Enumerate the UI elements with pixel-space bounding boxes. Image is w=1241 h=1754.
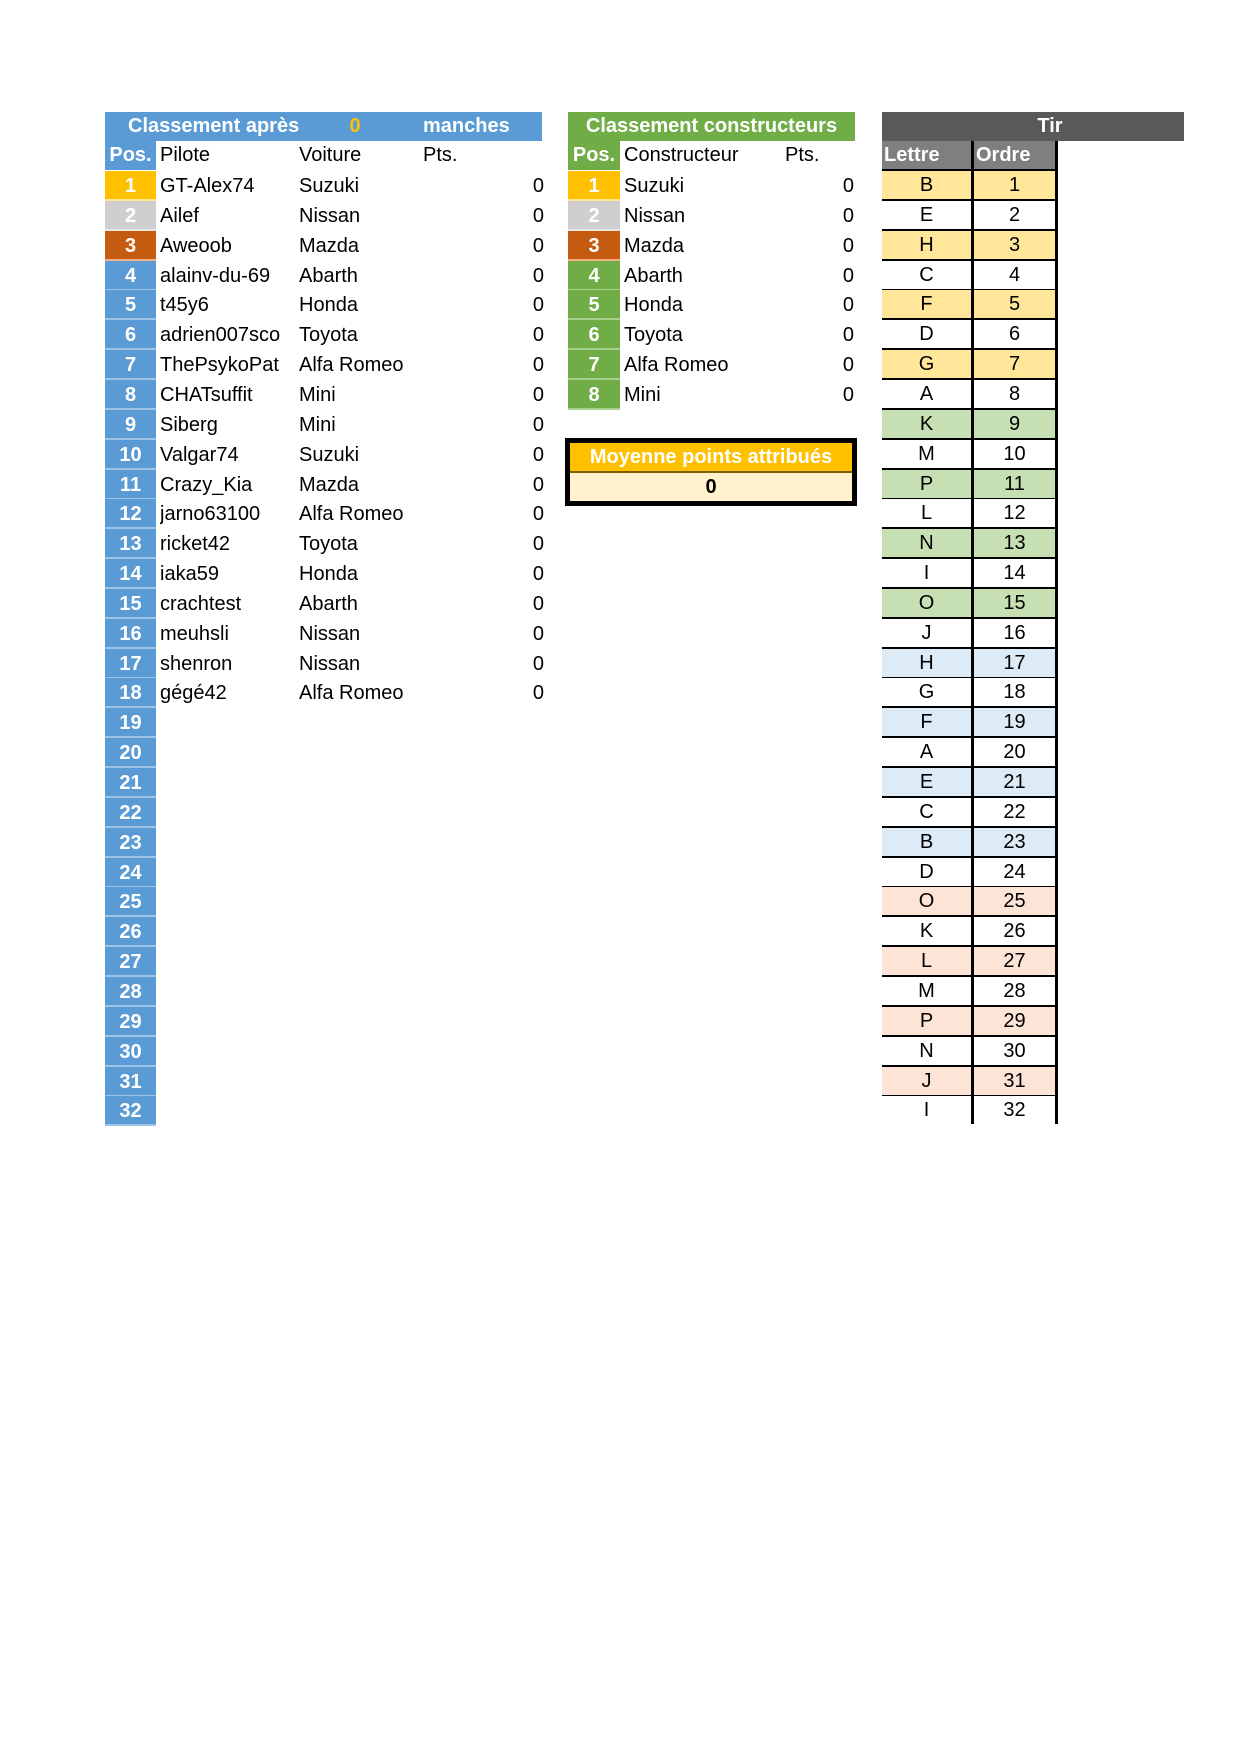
draw-letter: F xyxy=(882,290,974,318)
driver-name: CHATsuffit xyxy=(160,384,253,406)
draw-order: 10 xyxy=(974,440,1058,468)
driver-car: Nissan xyxy=(299,205,361,227)
constructor-position: 7 xyxy=(568,350,620,380)
driver-name xyxy=(160,738,295,768)
draw-row xyxy=(882,470,1058,500)
draw-order: 26 xyxy=(974,917,1058,945)
draw-row xyxy=(882,1096,1058,1126)
draw-row xyxy=(882,350,1058,380)
driver-points xyxy=(480,977,544,1007)
draw-row xyxy=(882,798,1058,828)
draw-order: 21 xyxy=(974,768,1058,796)
drivers-table-title: Classement après xyxy=(128,115,300,137)
draw-order: 1 xyxy=(974,171,1058,199)
driver-name xyxy=(160,828,295,858)
draw-letter: N xyxy=(882,1037,974,1065)
driver-points: 0 xyxy=(532,682,544,704)
draw-row xyxy=(882,559,1058,589)
draw-order: 8 xyxy=(974,380,1058,408)
driver-points xyxy=(480,738,544,768)
draw-letter: O xyxy=(882,887,974,915)
driver-name: jarno63100 xyxy=(160,503,261,525)
draw-letter: D xyxy=(882,858,974,886)
driver-points: 0 xyxy=(532,444,544,466)
constructor-name: Alfa Romeo xyxy=(624,354,729,376)
driver-points xyxy=(480,1037,544,1067)
driver-car: Mini xyxy=(299,384,336,406)
draw-order: 15 xyxy=(974,589,1058,617)
driver-position: 12 xyxy=(105,499,156,529)
driver-position: 13 xyxy=(105,529,156,559)
draw-letter: I xyxy=(882,559,974,587)
draw-order: 4 xyxy=(974,261,1058,289)
draw-row xyxy=(882,529,1058,559)
driver-points: 0 xyxy=(532,593,544,615)
driver-car: Abarth xyxy=(299,593,358,615)
draw-order: 20 xyxy=(974,738,1058,766)
driver-name: meuhsli xyxy=(160,623,229,645)
driver-car xyxy=(299,887,419,917)
draw-letter: J xyxy=(882,1067,974,1095)
constructor-name: Nissan xyxy=(624,205,686,227)
driver-points xyxy=(480,828,544,858)
header-constructor: Constructeur xyxy=(624,144,739,166)
driver-position: 2 xyxy=(105,201,156,231)
driver-points xyxy=(480,708,544,738)
driver-points xyxy=(480,798,544,828)
draw-order: 11 xyxy=(974,470,1058,498)
constructor-name: Abarth xyxy=(624,265,683,287)
driver-points xyxy=(480,768,544,798)
driver-name: gégé42 xyxy=(160,682,227,704)
draw-order: 23 xyxy=(974,828,1058,856)
driver-position: 17 xyxy=(105,649,156,679)
constructor-position: 4 xyxy=(568,261,620,291)
constructors-table-title: Classement constructeurs xyxy=(568,112,855,141)
driver-name: Siberg xyxy=(160,414,218,436)
constructor-points: 0 xyxy=(842,324,854,346)
driver-points xyxy=(480,1067,544,1097)
draw-row xyxy=(882,320,1058,350)
draw-letter: P xyxy=(882,1007,974,1035)
driver-points: 0 xyxy=(532,474,544,496)
draw-row xyxy=(882,708,1058,738)
driver-car xyxy=(299,828,419,858)
driver-name xyxy=(160,887,295,917)
average-points-title: Moyenne points attribués xyxy=(570,443,852,473)
constructor-points: 0 xyxy=(842,175,854,197)
draw-row xyxy=(882,231,1058,261)
header-pos: Pos. xyxy=(105,141,156,170)
draw-row xyxy=(882,201,1058,231)
driver-name: Ailef xyxy=(160,205,199,227)
driver-car xyxy=(299,798,419,828)
driver-points xyxy=(480,917,544,947)
draw-row xyxy=(882,290,1058,320)
header-order: Ordre xyxy=(974,141,1058,171)
header-letter: Lettre xyxy=(882,141,974,171)
draw-row xyxy=(882,917,1058,947)
average-points-box xyxy=(565,438,857,506)
constructor-points: 0 xyxy=(842,265,854,287)
draw-order: 32 xyxy=(974,1096,1058,1124)
driver-points xyxy=(480,887,544,917)
driver-car: Honda xyxy=(299,563,358,585)
draw-order: 13 xyxy=(974,529,1058,557)
draw-row xyxy=(882,380,1058,410)
driver-position: 19 xyxy=(105,708,156,738)
driver-name: adrien007sco xyxy=(160,324,281,346)
draw-row xyxy=(882,738,1058,768)
draw-row xyxy=(882,440,1058,470)
draw-letter: B xyxy=(882,171,974,199)
draw-letter: E xyxy=(882,768,974,796)
driver-points: 0 xyxy=(532,324,544,346)
draw-letter: I xyxy=(882,1096,974,1124)
driver-points: 0 xyxy=(532,175,544,197)
driver-points: 0 xyxy=(532,653,544,675)
driver-name xyxy=(160,917,295,947)
draw-order: 24 xyxy=(974,858,1058,886)
driver-car xyxy=(299,1037,419,1067)
driver-name: ThePsykoPat xyxy=(160,354,279,376)
driver-name: shenron xyxy=(160,653,233,675)
draw-row xyxy=(882,947,1058,977)
draw-letter: G xyxy=(882,350,974,378)
driver-points xyxy=(480,1096,544,1126)
driver-position: 4 xyxy=(105,261,156,291)
draw-row xyxy=(882,410,1058,440)
draw-order: 17 xyxy=(974,649,1058,677)
driver-car xyxy=(299,858,419,888)
draw-table-title: Tir xyxy=(1037,115,1063,137)
draw-letter: H xyxy=(882,649,974,677)
driver-points: 0 xyxy=(532,294,544,316)
driver-name xyxy=(160,1037,295,1067)
draw-letter: F xyxy=(882,708,974,736)
driver-points: 0 xyxy=(532,563,544,585)
average-points-value: 0 xyxy=(705,476,717,498)
draw-letter: A xyxy=(882,380,974,408)
draw-row xyxy=(882,1037,1058,1067)
driver-points: 0 xyxy=(532,623,544,645)
driver-position: 10 xyxy=(105,440,156,470)
driver-car: Alfa Romeo xyxy=(299,682,404,704)
draw-letter: C xyxy=(882,798,974,826)
draw-letter: A xyxy=(882,738,974,766)
constructor-name: Honda xyxy=(624,294,683,316)
driver-points: 0 xyxy=(532,354,544,376)
rounds-count: 0 xyxy=(349,115,361,137)
draw-row xyxy=(882,858,1058,888)
draw-order: 5 xyxy=(974,290,1058,318)
driver-position: 7 xyxy=(105,350,156,380)
draw-order: 12 xyxy=(974,499,1058,527)
constructor-name: Suzuki xyxy=(624,175,685,197)
constructor-position: 8 xyxy=(568,380,620,410)
driver-name xyxy=(160,977,295,1007)
draw-letter: B xyxy=(882,828,974,856)
header-pilot: Pilote xyxy=(160,144,211,166)
draw-order: 14 xyxy=(974,559,1058,587)
driver-name: Valgar74 xyxy=(160,444,239,466)
driver-car: Nissan xyxy=(299,653,361,675)
driver-car xyxy=(299,738,419,768)
driver-name xyxy=(160,1007,295,1037)
driver-position: 28 xyxy=(105,977,156,1007)
driver-name xyxy=(160,798,295,828)
driver-position: 16 xyxy=(105,619,156,649)
driver-points: 0 xyxy=(532,503,544,525)
driver-position: 5 xyxy=(105,290,156,320)
draw-row xyxy=(882,261,1058,291)
driver-car xyxy=(299,917,419,947)
driver-name: ricket42 xyxy=(160,533,231,555)
draw-letter: J xyxy=(882,619,974,647)
constructor-position: 2 xyxy=(568,201,620,231)
draw-row xyxy=(882,499,1058,529)
driver-name xyxy=(160,858,295,888)
driver-name: t45y6 xyxy=(160,294,209,316)
draw-order: 18 xyxy=(974,678,1058,706)
draw-order: 27 xyxy=(974,947,1058,975)
rounds-label: manches xyxy=(423,115,510,137)
constructor-points: 0 xyxy=(842,384,854,406)
driver-car: Abarth xyxy=(299,265,358,287)
driver-car: Alfa Romeo xyxy=(299,503,404,525)
driver-position: 24 xyxy=(105,858,156,888)
driver-position: 32 xyxy=(105,1096,156,1126)
driver-car: Toyota xyxy=(299,324,358,346)
draw-order: 31 xyxy=(974,1067,1058,1095)
driver-position: 6 xyxy=(105,320,156,350)
driver-name: Crazy_Kia xyxy=(160,474,253,496)
draw-order: 25 xyxy=(974,887,1058,915)
driver-position: 15 xyxy=(105,589,156,619)
draw-order: 9 xyxy=(974,410,1058,438)
driver-name xyxy=(160,947,295,977)
draw-letter: O xyxy=(882,589,974,617)
constructor-points: 0 xyxy=(842,294,854,316)
driver-car xyxy=(299,1007,419,1037)
draw-letter: N xyxy=(882,529,974,557)
draw-letter: K xyxy=(882,917,974,945)
driver-car: Nissan xyxy=(299,623,361,645)
driver-name: iaka59 xyxy=(160,563,219,585)
driver-position: 8 xyxy=(105,380,156,410)
draw-order: 30 xyxy=(974,1037,1058,1065)
draw-letter: H xyxy=(882,231,974,259)
draw-letter: P xyxy=(882,470,974,498)
driver-position: 25 xyxy=(105,887,156,917)
draw-letter: G xyxy=(882,678,974,706)
draw-order: 16 xyxy=(974,619,1058,647)
driver-car xyxy=(299,1096,419,1126)
driver-car: Mazda xyxy=(299,474,360,496)
draw-order: 3 xyxy=(974,231,1058,259)
constructor-position: 5 xyxy=(568,290,620,320)
draw-letter: L xyxy=(882,947,974,975)
driver-car xyxy=(299,977,419,1007)
driver-car xyxy=(299,768,419,798)
driver-points: 0 xyxy=(532,205,544,227)
constructor-points: 0 xyxy=(842,205,854,227)
driver-position: 22 xyxy=(105,798,156,828)
driver-position: 23 xyxy=(105,828,156,858)
draw-letter: K xyxy=(882,410,974,438)
driver-points: 0 xyxy=(532,235,544,257)
constructor-points: 0 xyxy=(842,354,854,376)
driver-points: 0 xyxy=(532,533,544,555)
draw-letter: E xyxy=(882,201,974,229)
draw-row xyxy=(882,977,1058,1007)
driver-name: GT-Alex74 xyxy=(160,175,255,197)
header-pts: Pts. xyxy=(785,144,820,166)
draw-order: 28 xyxy=(974,977,1058,1005)
driver-position: 20 xyxy=(105,738,156,768)
driver-car xyxy=(299,1067,419,1097)
driver-points: 0 xyxy=(532,265,544,287)
driver-points xyxy=(480,1007,544,1037)
draw-row xyxy=(882,171,1058,201)
driver-name xyxy=(160,768,295,798)
driver-car: Suzuki xyxy=(299,444,360,466)
driver-position: 21 xyxy=(105,768,156,798)
driver-points xyxy=(480,858,544,888)
constructor-name: Toyota xyxy=(624,324,683,346)
draw-letter: L xyxy=(882,499,974,527)
driver-name xyxy=(160,1067,295,1097)
driver-position: 9 xyxy=(105,410,156,440)
driver-position: 11 xyxy=(105,470,156,500)
driver-car: Mini xyxy=(299,414,336,436)
constructor-position: 1 xyxy=(568,171,620,201)
constructor-position: 3 xyxy=(568,231,620,261)
driver-car: Suzuki xyxy=(299,175,360,197)
header-pos: Pos. xyxy=(568,141,620,170)
draw-row xyxy=(882,1067,1058,1097)
driver-car: Alfa Romeo xyxy=(299,354,404,376)
header-car: Voiture xyxy=(299,144,362,166)
driver-car xyxy=(299,708,419,738)
driver-car: Toyota xyxy=(299,533,358,555)
constructor-name: Mazda xyxy=(624,235,685,257)
draw-row xyxy=(882,887,1058,917)
driver-position: 18 xyxy=(105,678,156,708)
constructor-position: 6 xyxy=(568,320,620,350)
driver-car: Mazda xyxy=(299,235,360,257)
driver-points xyxy=(480,947,544,977)
driver-position: 1 xyxy=(105,171,156,201)
draw-letter: C xyxy=(882,261,974,289)
driver-car xyxy=(299,947,419,977)
draw-row xyxy=(882,649,1058,679)
constructor-name: Mini xyxy=(624,384,661,406)
driver-name xyxy=(160,1096,295,1126)
draw-letter: D xyxy=(882,320,974,348)
driver-position: 31 xyxy=(105,1067,156,1097)
driver-name: alainv-du-69 xyxy=(160,265,271,287)
driver-points: 0 xyxy=(532,414,544,436)
driver-name: Aweoob xyxy=(160,235,232,257)
draw-letter: M xyxy=(882,977,974,1005)
draw-row xyxy=(882,1007,1058,1037)
driver-position: 27 xyxy=(105,947,156,977)
driver-position: 14 xyxy=(105,559,156,589)
draw-order: 2 xyxy=(974,201,1058,229)
driver-position: 26 xyxy=(105,917,156,947)
constructor-points: 0 xyxy=(842,235,854,257)
header-pts: Pts. xyxy=(423,144,458,166)
draw-row xyxy=(882,619,1058,649)
driver-position: 3 xyxy=(105,231,156,261)
draw-row xyxy=(882,828,1058,858)
driver-car: Honda xyxy=(299,294,358,316)
driver-points: 0 xyxy=(532,384,544,406)
driver-position: 29 xyxy=(105,1007,156,1037)
draw-row xyxy=(882,678,1058,708)
draw-order: 22 xyxy=(974,798,1058,826)
driver-position: 30 xyxy=(105,1037,156,1067)
draw-order: 7 xyxy=(974,350,1058,378)
draw-order: 6 xyxy=(974,320,1058,348)
draw-letter: M xyxy=(882,440,974,468)
draw-order: 19 xyxy=(974,708,1058,736)
driver-name xyxy=(160,708,295,738)
driver-name: crachtest xyxy=(160,593,242,615)
draw-row xyxy=(882,589,1058,619)
draw-order: 29 xyxy=(974,1007,1058,1035)
draw-row xyxy=(882,768,1058,798)
